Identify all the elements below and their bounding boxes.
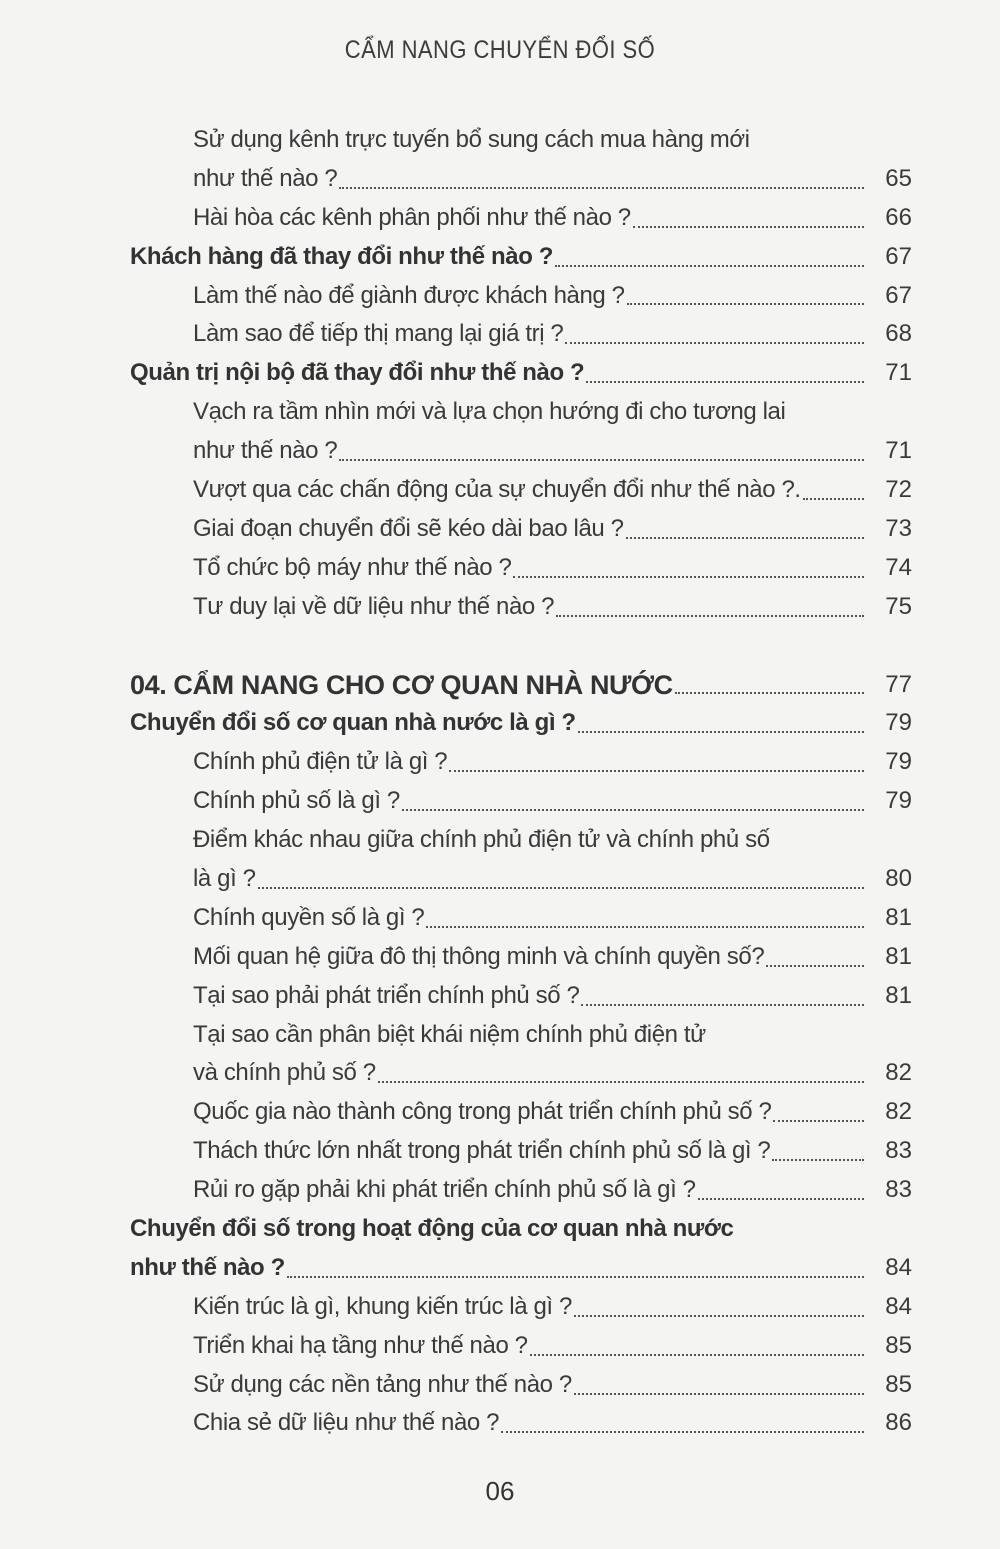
toc-subsection (130, 160, 912, 199)
toc-entry-text: Chính phủ số là gì ? (193, 787, 400, 815)
toc-page-number: 82 (885, 1059, 912, 1087)
toc-page-number: 79 (885, 709, 912, 737)
toc-subsection (130, 471, 912, 510)
toc-subsection (130, 743, 912, 782)
dot-leader (698, 1197, 864, 1200)
toc-entry-text: 04. CẨM NANG CHO CƠ QUAN NHÀ NƯỚC (130, 669, 673, 700)
toc-entry-text: như thế nào ? (193, 164, 338, 192)
toc-page-number: 73 (885, 514, 912, 542)
dot-leader (339, 458, 864, 461)
toc-section (130, 354, 912, 393)
toc-entry-text: như thế nào ? (130, 1253, 285, 1281)
toc-subsection (130, 1054, 912, 1093)
dot-leader (581, 1003, 864, 1006)
table-of-contents (130, 121, 912, 1443)
toc-page-number: 75 (885, 592, 912, 620)
toc-page-number: 84 (885, 1292, 912, 1320)
dot-leader (402, 808, 864, 811)
running-head: CẨM NANG CHUYỂN ĐỔI SỐ (344, 36, 656, 64)
page-number: 06 (485, 1476, 515, 1506)
toc-subsection (130, 1093, 912, 1132)
toc-subsection (130, 1327, 912, 1366)
toc-entry-text: Làm sao để tiếp thị mang lại giá trị ? (193, 320, 564, 348)
toc-subsection (130, 199, 912, 238)
toc-entry-text: Điểm khác nhau giữa chính phủ điện tử và chính phủ số (193, 826, 770, 854)
toc-page-number: 85 (885, 1331, 912, 1359)
toc-page-number: 68 (885, 320, 912, 348)
toc-page-number: 66 (885, 203, 912, 231)
toc-entry-text: Tổ chức bộ máy như thế nào ? (193, 553, 512, 581)
toc-chapter (130, 666, 912, 705)
toc-page-number: 84 (885, 1253, 912, 1281)
toc-entry-text: Chính quyền số là gì ? (193, 903, 425, 931)
toc-entry-text: Chuyển đổi số cơ quan nhà nước là gì ? (130, 709, 576, 737)
dot-leader (627, 302, 864, 305)
toc-entry-text: Tư duy lại về dữ liệu như thế nào ? (193, 592, 555, 620)
toc-subsection (130, 277, 912, 316)
dot-leader (513, 575, 864, 578)
dot-leader (501, 1430, 864, 1433)
toc-entry-text: Quốc gia nào thành công trong phát triển chính phủ số ? (193, 1098, 772, 1126)
dot-leader (378, 1080, 864, 1083)
toc-page-number: 83 (885, 1137, 912, 1165)
toc-subsection (130, 1288, 912, 1327)
dot-leader (574, 1392, 864, 1395)
toc-entry-text: Chia sẻ dữ liệu như thế nào ? (193, 1409, 500, 1437)
toc-section (130, 1210, 912, 1249)
toc-subsection (130, 782, 912, 821)
toc-page-number: 85 (885, 1370, 912, 1398)
toc-subsection (130, 860, 912, 899)
dot-leader (772, 1158, 864, 1161)
toc-entry-text: Làm thế nào để giành được khách hàng ? (193, 281, 625, 309)
toc-entry-text: Tại sao cần phân biệt khái niệm chính phủ điện tử (193, 1020, 706, 1048)
toc-page-number: 82 (885, 1098, 912, 1126)
dot-leader (773, 1119, 864, 1122)
toc-subsection (130, 899, 912, 938)
dot-leader (258, 886, 864, 889)
toc-page-number: 86 (885, 1409, 912, 1437)
toc-page-number: 81 (885, 942, 912, 970)
toc-subsection (130, 393, 912, 432)
toc-entry-text: Hài hòa các kênh phân phối như thế nào ? (193, 203, 631, 231)
toc-section (130, 238, 912, 277)
toc-page-number: 67 (885, 281, 912, 309)
toc-entry-text: Sử dụng kênh trực tuyến bổ sung cách mua hàng mới (193, 125, 750, 153)
toc-subsection (130, 549, 912, 588)
toc-subsection (130, 821, 912, 860)
toc-subsection (130, 1171, 912, 1210)
dot-leader (287, 1275, 864, 1278)
toc-subsection (130, 938, 912, 977)
toc-page-number: 81 (885, 981, 912, 1009)
toc-subsection (130, 1405, 912, 1444)
dot-leader (675, 691, 864, 694)
dot-leader (803, 497, 864, 500)
toc-page-number: 83 (885, 1176, 912, 1204)
dot-leader (766, 964, 864, 967)
toc-subsection (130, 510, 912, 549)
toc-page-number: 67 (885, 242, 912, 270)
toc-entry-text: như thế nào ? (193, 437, 338, 465)
toc-entry-text: Thách thức lớn nhất trong phát triển chính phủ số là gì ? (193, 1137, 771, 1165)
dot-leader (556, 614, 864, 617)
toc-entry-text: Vạch ra tầm nhìn mới và lựa chọn hướng đi cho tương lai (193, 398, 786, 426)
dot-leader (449, 769, 864, 772)
toc-page-number: 71 (885, 437, 912, 465)
dot-leader (633, 225, 864, 228)
toc-subsection (130, 1016, 912, 1055)
toc-page-number: 79 (885, 748, 912, 776)
dot-leader (586, 380, 864, 383)
toc-entry-text: là gì ? (193, 865, 256, 893)
toc-section (130, 704, 912, 743)
toc-entry-text: Vượt qua các chấn động của sự chuyển đổi như thế nào ?. (193, 476, 801, 503)
toc-entry-text: Quản trị nội bộ đã thay đổi như thế nào ? (130, 359, 585, 387)
toc-page-number: 65 (885, 164, 912, 192)
dot-leader (555, 264, 864, 267)
toc-entry-text: Chuyển đổi số trong hoạt động của cơ quan nhà nước (130, 1215, 734, 1243)
toc-entry-text: Kiến trúc là gì, khung kiến trúc là gì ? (193, 1292, 572, 1320)
toc-section (130, 1249, 912, 1288)
toc-page-number: 72 (885, 476, 912, 503)
toc-entry-text: Sử dụng các nền tảng như thế nào ? (193, 1370, 572, 1398)
toc-page-number: 79 (885, 787, 912, 815)
toc-entry-text: Triển khai hạ tầng như thế nào ? (193, 1331, 528, 1359)
toc-subsection (130, 315, 912, 354)
toc-subsection (130, 121, 912, 160)
dot-leader (574, 1314, 864, 1317)
dot-leader (530, 1353, 864, 1356)
toc-page-number: 74 (885, 553, 912, 581)
dot-leader (426, 925, 864, 928)
toc-entry-text: và chính phủ số ? (193, 1059, 376, 1087)
toc-subsection (130, 588, 912, 627)
dot-leader (339, 186, 864, 189)
toc-page-number: 71 (885, 359, 912, 387)
dot-leader (626, 536, 864, 539)
toc-subsection (130, 977, 912, 1016)
toc-entry-text: Chính phủ điện tử là gì ? (193, 748, 448, 776)
toc-page-number: 80 (885, 865, 912, 893)
toc-entry-text: Rủi ro gặp phải khi phát triển chính phủ số là gì ? (193, 1176, 696, 1204)
toc-subsection (130, 432, 912, 471)
toc-entry-text: Mối quan hệ giữa đô thị thông minh và chính quyền số? (193, 942, 765, 970)
toc-subsection (130, 1366, 912, 1405)
toc-page-number: 77 (885, 670, 912, 698)
toc-subsection (130, 1132, 912, 1171)
toc-entry-text: Khách hàng đã thay đổi như thế nào ? (130, 242, 553, 270)
toc-entry-text: Tại sao phải phát triển chính phủ số ? (193, 981, 580, 1009)
toc-page-number: 81 (885, 903, 912, 931)
toc-entry-text: Giai đoạn chuyển đổi sẽ kéo dài bao lâu ? (193, 514, 624, 542)
dot-leader (578, 730, 864, 733)
dot-leader (565, 341, 864, 344)
